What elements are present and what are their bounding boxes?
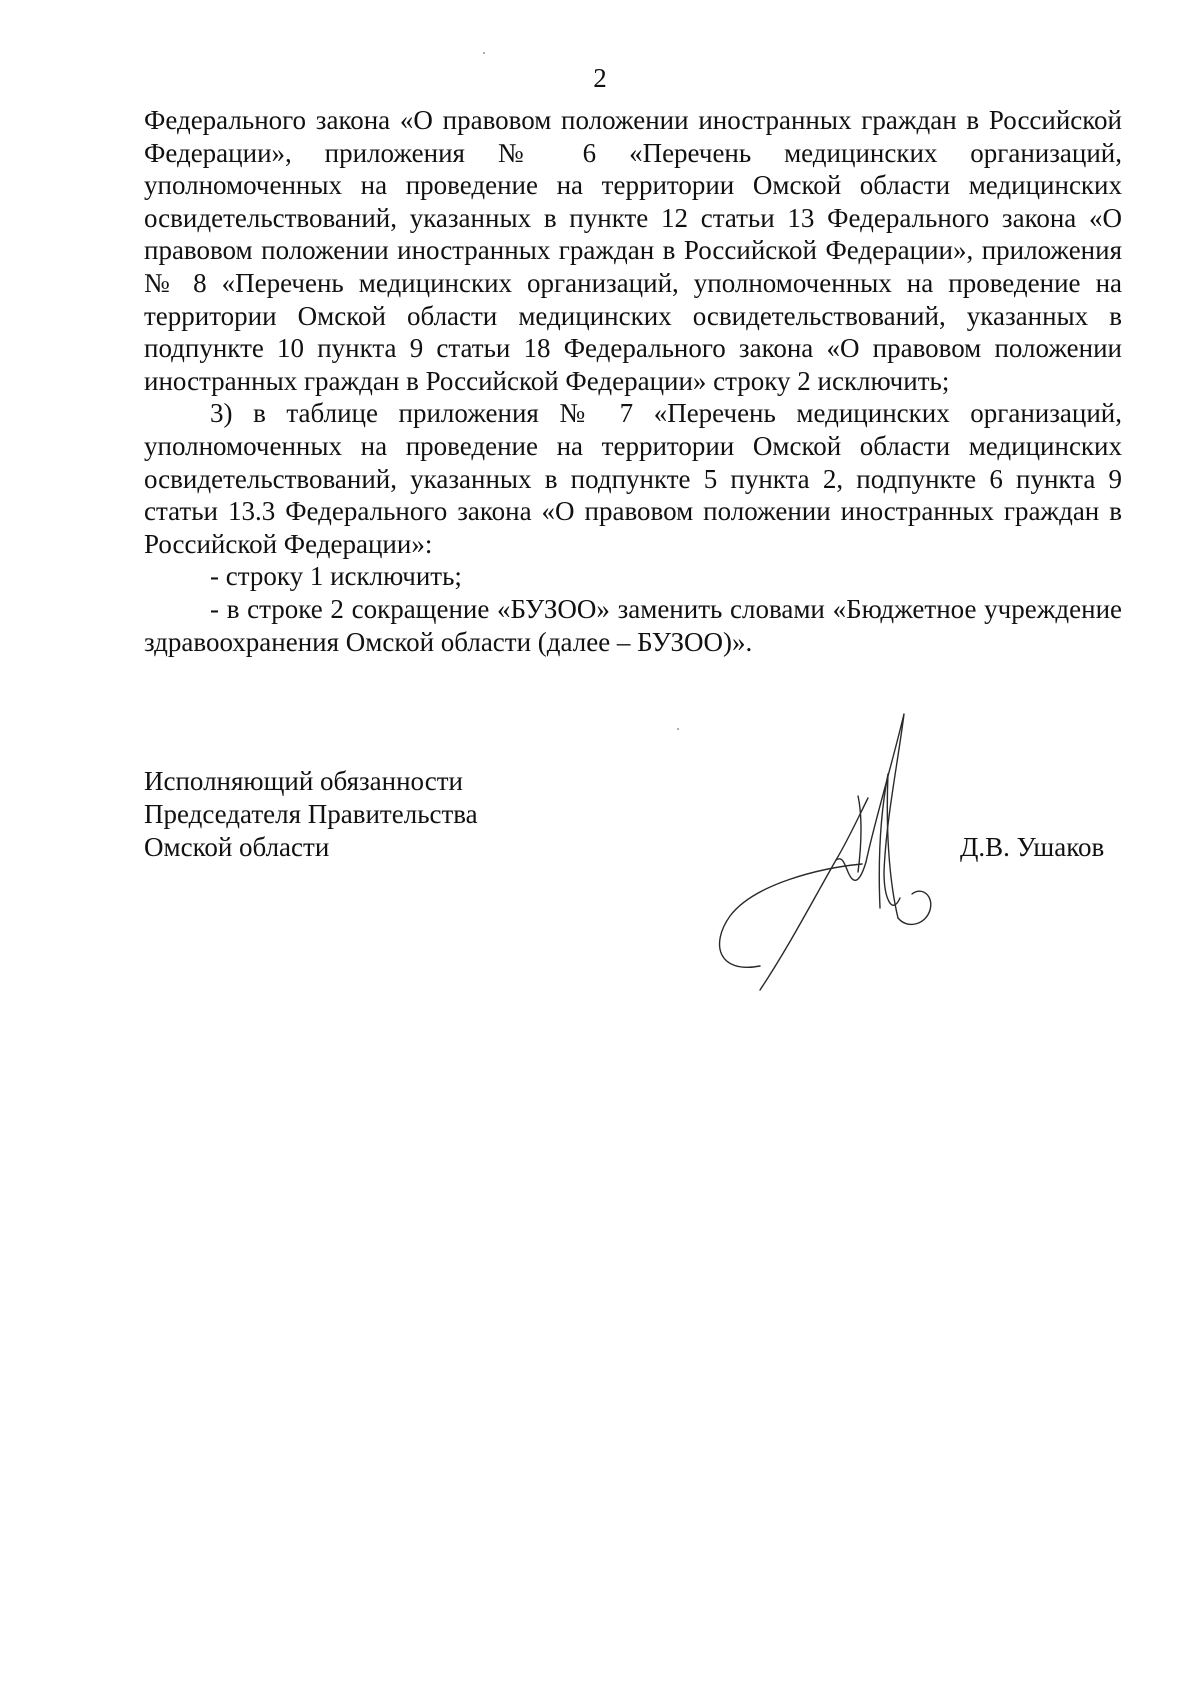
handwritten-signature	[708, 712, 978, 992]
signature-tall-loop-1	[866, 714, 904, 905]
paragraph-bullet-1: - строку 1 исключить;	[210, 561, 462, 592]
position-line-3: Омской области	[144, 832, 330, 862]
document-body	[144, 104, 1122, 658]
signature-flourish-loop	[720, 864, 862, 967]
signature-closing-curl	[898, 891, 931, 924]
scan-speck	[483, 52, 485, 54]
paragraph-item-3: 3) в таблице приложения № 7 «Перечень медицинских организаций, уполномоченных на проведение на территории Омской области медицинских освидетельствований, указанных в подпункте 5 пункта 2, подпункте 6 пункта 9 статьи 13.3 Федерального закона «О правовом положении иностранных граждан в Российской Федерации»:	[144, 398, 1122, 559]
signature-long-stroke	[760, 798, 868, 990]
position-line-1: Исполняющий обязанности	[144, 766, 463, 796]
page-number: 2	[593, 63, 607, 93]
paragraph-bullet-2: - в строке 2 сокращение «БУЗОО» заменить словами «Бюджетное учреждение здравоохранения Омской области (далее – БУЗОО)».	[144, 593, 1122, 657]
signer-name: Д.В. Ушаков	[960, 832, 1105, 862]
position-line-2: Председателя Правительства	[144, 799, 478, 829]
scan-speck	[677, 728, 679, 730]
signature-peak-stroke	[836, 859, 866, 881]
signature-cross-stroke	[858, 796, 861, 872]
signatory-position	[144, 765, 564, 864]
paragraph-continuation: Федерального закона «О правовом положении иностранных граждан в Российской Федерации», приложения № 6 «Перечень медицинских организаций, уполномоченных на проведение на территории Омской области медицинских освидетельствований, указанных в пункте 12 статьи 13 Федерального закона «О правовом положении иностранных граждан в Российской Федерации», приложения № 8 «Перечень медицинских организаций, уполномоченных на проведение на территории Омской области медицинских освидетельствований, указанных в подпункте 10 пункта 9 статьи 18 Федерального закона «О правовом положении иностранных граждан в Российской Федерации» строку 2 исключить;	[144, 105, 1122, 396]
